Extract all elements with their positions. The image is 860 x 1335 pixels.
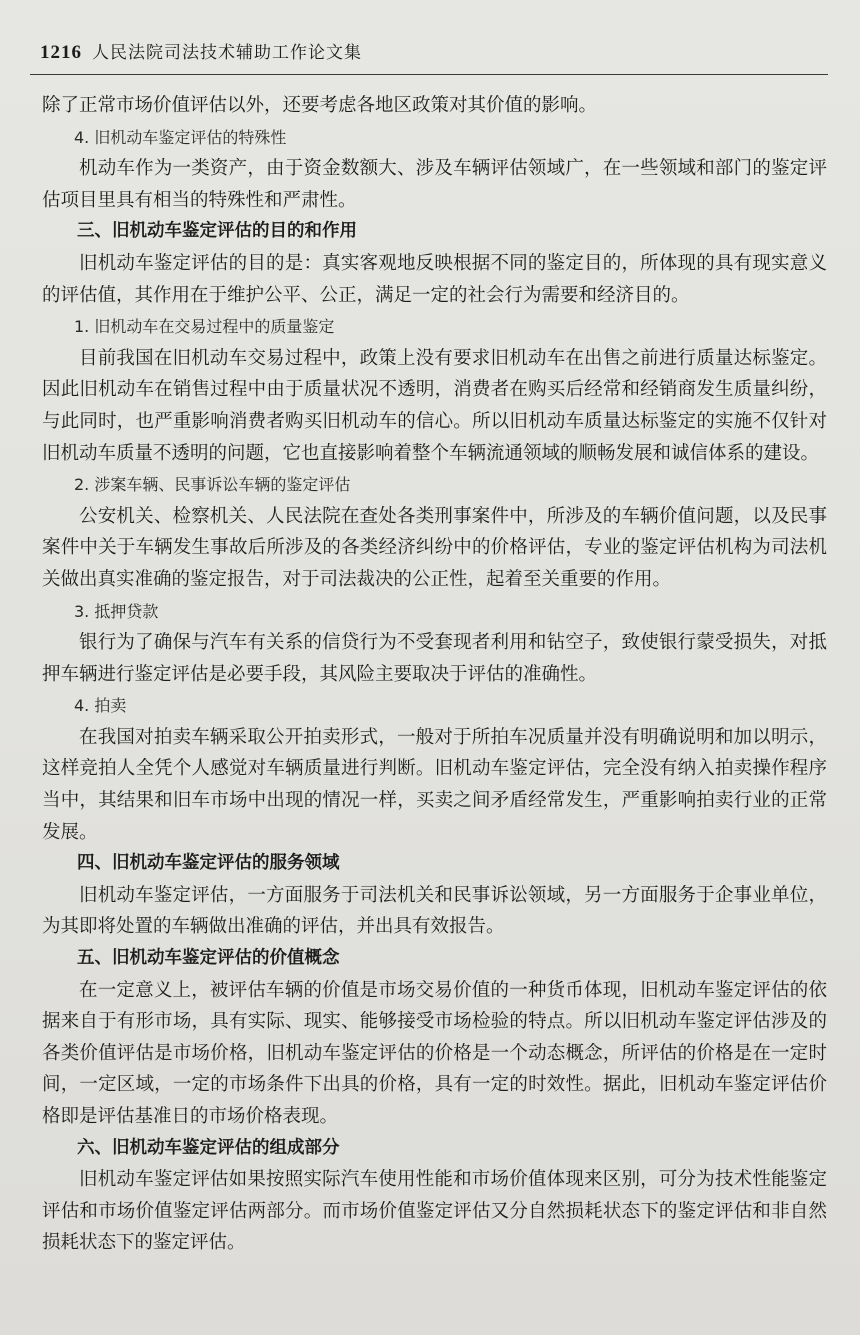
subheading: 4. 旧机动车鉴定评估的特殊性 — [74, 127, 287, 147]
running-header — [40, 38, 820, 64]
paragraph: 在一定意义上，被评估车辆的价值是市场交易价值的一种货币体现，旧机动车鉴定评估的依据来自于有形市场，具有实际、现实、能够接受市场检验的特点。所以旧机动车鉴定评估涉及的各类价值评估是市场价格，旧机动车鉴定评估的价格是一个动态概念，所评估的价格是在一定时间，一定区域，一定的市场条件下出具的价格，具有一定的时效性。据此，旧机动车鉴定评估价格即是评估基准日的市场价格表现。 — [42, 979, 827, 1127]
header-rule — [30, 74, 828, 75]
paragraph: 目前我国在旧机动车交易过程中，政策上没有要求旧机动车在出售之前进行质量达标鉴定。因此旧机动车在销售过程中由于质量状况不透明，消费者在购买后经常和经销商发生质量纠纷，与此同时，也严重影响消费者购买旧机动车的信心。所以旧机动车质量达标鉴定的实施不仅针对旧机动车质量不透明的问题，它也直接影响着整个车辆流通领域的顺畅发展和诚信体系的建设。 — [42, 347, 827, 464]
paragraph: 旧机动车鉴定评估的目的是：真实客观地反映根据不同的鉴定目的，所体现的具有现实意义的评估值，其作用在于维护公平、公正，满足一定的社会行为需要和经济目的。 — [42, 252, 827, 306]
subheading: 1. 旧机动车在交易过程中的质量鉴定 — [74, 317, 335, 337]
paragraph: 旧机动车鉴定评估，一方面服务于司法机关和民事诉讼领域，另一方面服务于企事业单位，为其即将处置的车辆做出准确的评估，并出具有效报告。 — [42, 884, 827, 938]
paragraph: 在我国对拍卖车辆采取公开拍卖形式，一般对于所拍车况质量并没有明确说明和加以明示，这样竞拍人全凭个人感觉对车辆质量进行判断。旧机动车鉴定评估，完全没有纳入拍卖操作程序当中，其结果和旧车市场中出现的情况一样，买卖之间矛盾经常发生，严重影响拍卖行业的正常发展。 — [42, 726, 827, 843]
page-body — [42, 90, 827, 1259]
section-heading: 五、旧机动车鉴定评估的价值概念 — [77, 948, 340, 969]
subheading: 2. 涉案车辆、民事诉讼车辆的鉴定评估 — [74, 475, 351, 495]
paragraph: 机动车作为一类资产，由于资金数额大、涉及车辆评估领域广，在一些领域和部门的鉴定评估项目里具有相当的特殊性和严肃性。 — [42, 158, 827, 211]
subheading: 4. 拍卖 — [74, 696, 127, 716]
paragraph: 除了正常市场价值评估以外，还要考虑各地区政策对其价值的影响。 — [42, 95, 598, 116]
book-title: 人民法院司法技术辅助工作论文集 — [92, 43, 362, 63]
section-heading: 六、旧机动车鉴定评估的组成部分 — [77, 1137, 340, 1158]
page-number: 1216 — [40, 42, 82, 63]
section-heading: 三、旧机动车鉴定评估的目的和作用 — [77, 221, 357, 242]
paragraph: 公安机关、检察机关、人民法院在查处各类刑事案件中，所涉及的车辆价值问题，以及民事案件中关于车辆发生事故后所涉及的各类经济纠纷中的价格评估，专业的鉴定评估机构为司法机关做出真实准确的鉴定报告，对于司法裁决的公正性，起着至关重要的作用。 — [42, 505, 827, 590]
paragraph: 银行为了确保与汽车有关系的信贷行为不受套现者利用和钻空子，致使银行蒙受损失，对抵押车辆进行鉴定评估是必要手段，其风险主要取决于评估的准确性。 — [42, 632, 827, 685]
subheading: 3. 抵押贷款 — [74, 601, 159, 621]
section-heading: 四、旧机动车鉴定评估的服务领域 — [77, 853, 340, 874]
paragraph: 旧机动车鉴定评估如果按照实际汽车使用性能和市场价值体现来区别，可分为技术性能鉴定评估和市场价值鉴定评估两部分。而市场价值鉴定评估又分自然损耗状态下的鉴定评估和非自然损耗状态下的鉴定评估。 — [42, 1169, 827, 1254]
